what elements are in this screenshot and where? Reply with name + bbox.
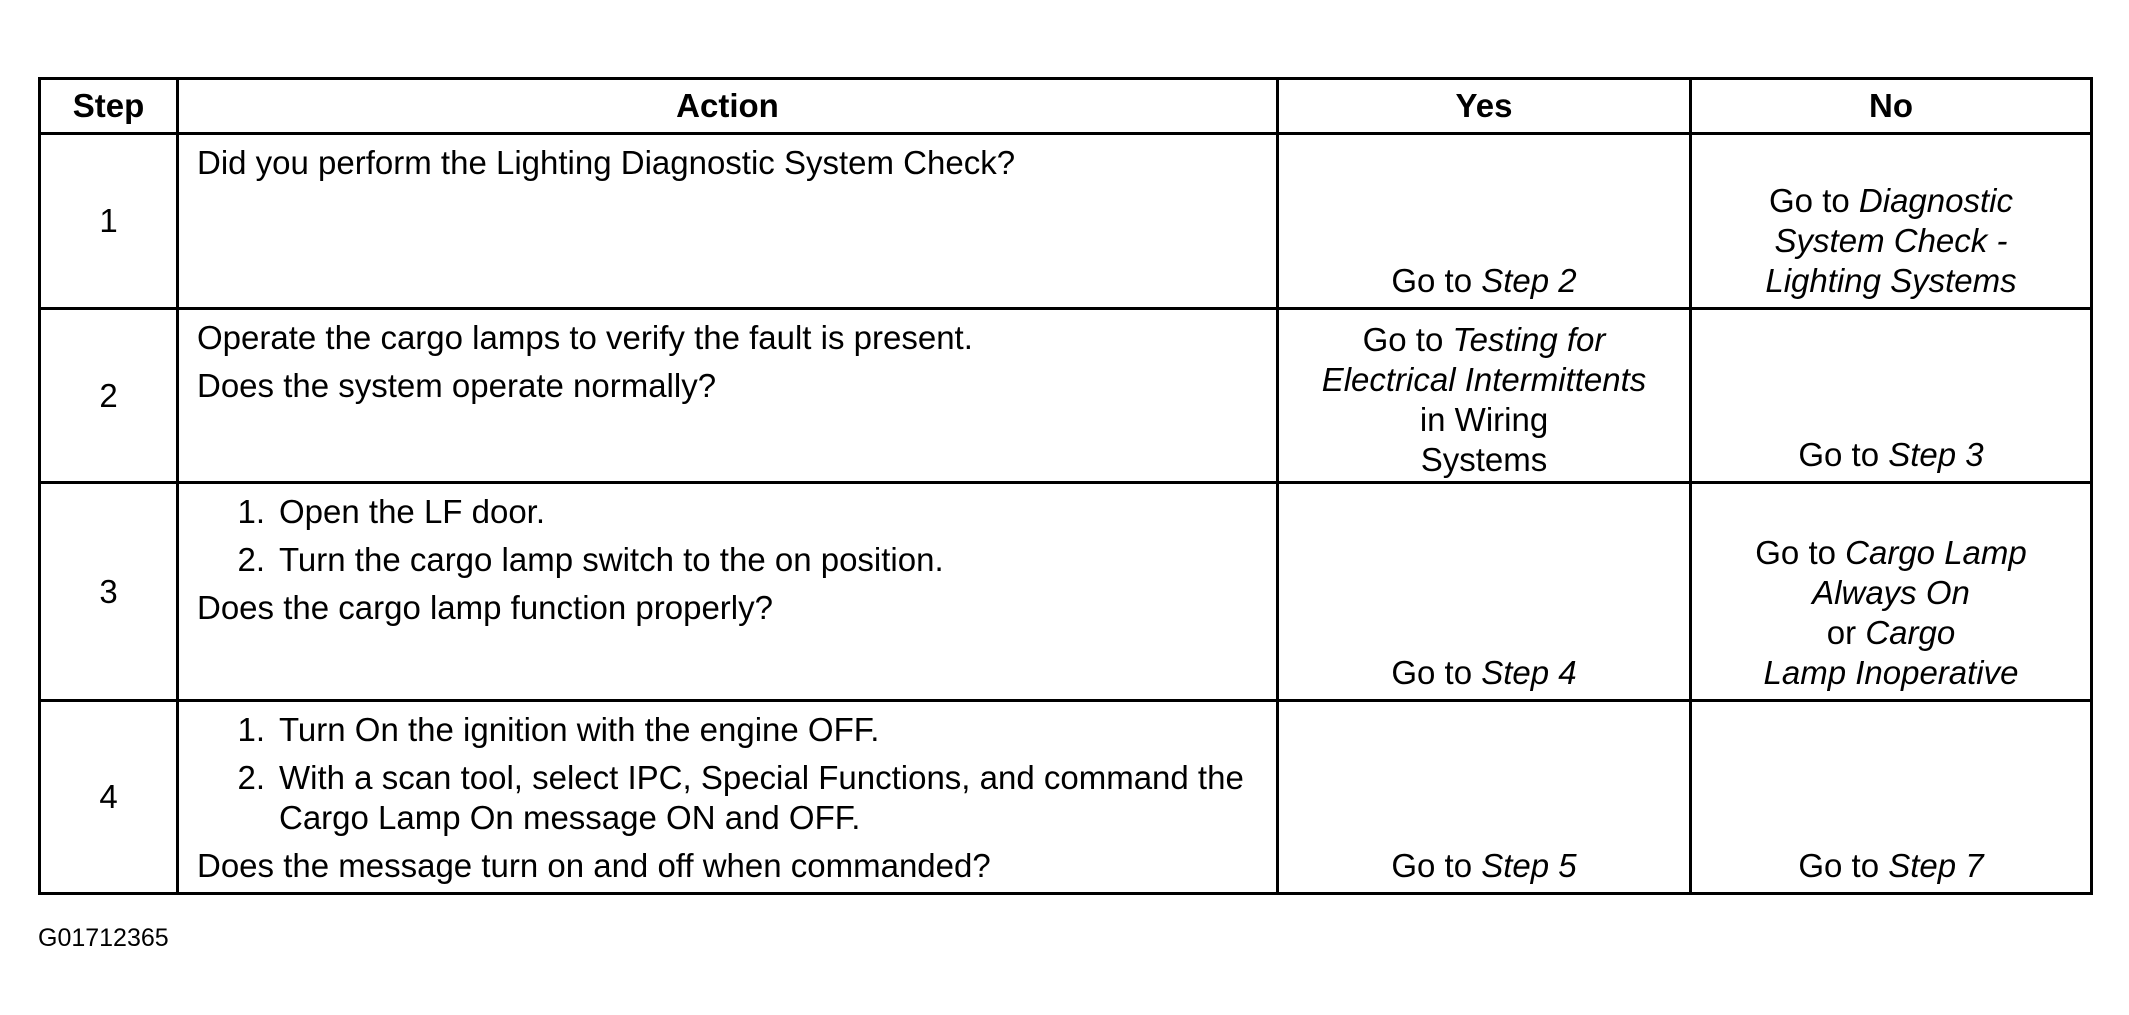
procedure-link-continued[interactable]: System Check - (1774, 222, 2008, 259)
action-cell (179, 484, 1279, 702)
procedure-link[interactable]: Diagnostic (1858, 182, 2013, 219)
action-steps-list (197, 710, 1258, 838)
yes-result-line: Go to Testing for (1362, 321, 1606, 358)
yes-result: Go to Step 5 (1391, 847, 1577, 884)
step-link[interactable]: Step 3 (1888, 436, 1984, 473)
yes-result-line: in Wiring (1419, 401, 1549, 438)
yes-cell (1279, 310, 1692, 484)
step-number: 1 (41, 135, 179, 310)
no-result-line: Go to Cargo Lamp (1755, 534, 2027, 571)
action-cell (179, 702, 1279, 892)
no-result-line: Go to Diagnostic (1769, 182, 2013, 219)
header-action: Action (179, 80, 1279, 135)
list-item: 2. With a scan tool, select IPC, Special Functions, and command the Cargo Lamp On message ON and OFF. (237, 759, 1244, 836)
procedure-link-continued[interactable]: Lamp Inoperative (1763, 654, 2019, 691)
procedure-link[interactable]: Testing for (1452, 321, 1606, 358)
action-question: Did you perform the Lighting Diagnostic System Check? (197, 144, 1016, 181)
no-result-line: or Cargo (1826, 614, 1956, 651)
list-item: 1. Open the LF door. (237, 493, 546, 530)
diagnostic-table (38, 77, 2093, 895)
step-link[interactable]: Step 4 (1481, 654, 1577, 691)
step-link[interactable]: Step 2 (1481, 262, 1577, 299)
no-result: Go to Step 7 (1798, 847, 1984, 884)
action-question: Does the message turn on and off when commanded? (197, 847, 991, 884)
yes-result-line: Systems (1420, 441, 1548, 478)
action-instruction: Operate the cargo lamps to verify the fault is present. (197, 319, 973, 356)
yes-result: Go to Step 4 (1391, 654, 1577, 691)
action-cell (179, 310, 1279, 484)
step-number: 3 (41, 484, 179, 702)
no-cell (1692, 310, 2090, 484)
step-number: 4 (41, 702, 179, 892)
header-no: No (1692, 80, 2090, 135)
yes-cell (1279, 484, 1692, 702)
procedure-link-continued[interactable]: Always On (1812, 574, 1970, 611)
action-steps-list (197, 492, 1258, 580)
action-cell (179, 135, 1279, 310)
no-cell (1692, 135, 2090, 310)
yes-cell (1279, 702, 1692, 892)
header-step: Step (41, 80, 179, 135)
action-question: Does the cargo lamp function properly? (197, 589, 773, 626)
step-link[interactable]: Step 5 (1481, 847, 1577, 884)
procedure-link-continued[interactable]: Lighting Systems (1765, 262, 2017, 299)
header-yes: Yes (1279, 80, 1692, 135)
procedure-link[interactable]: Cargo Lamp (1845, 534, 2027, 571)
action-question: Does the system operate normally? (197, 367, 717, 404)
no-result: Go to Step 3 (1798, 436, 1984, 473)
figure-id: G01712365 (38, 924, 169, 952)
step-number: 2 (41, 310, 179, 484)
no-cell (1692, 702, 2090, 892)
procedure-link-continued[interactable]: Electrical Intermittents (1321, 361, 1647, 398)
step-link[interactable]: Step 7 (1888, 847, 1984, 884)
list-item: 2. Turn the cargo lamp switch to the on position. (237, 541, 944, 578)
yes-result: Go to Step 2 (1391, 262, 1577, 299)
list-item: 1. Turn On the ignition with the engine OFF. (237, 711, 880, 748)
procedure-link[interactable]: Cargo (1865, 614, 1956, 651)
no-cell (1692, 484, 2090, 702)
yes-cell (1279, 135, 1692, 310)
